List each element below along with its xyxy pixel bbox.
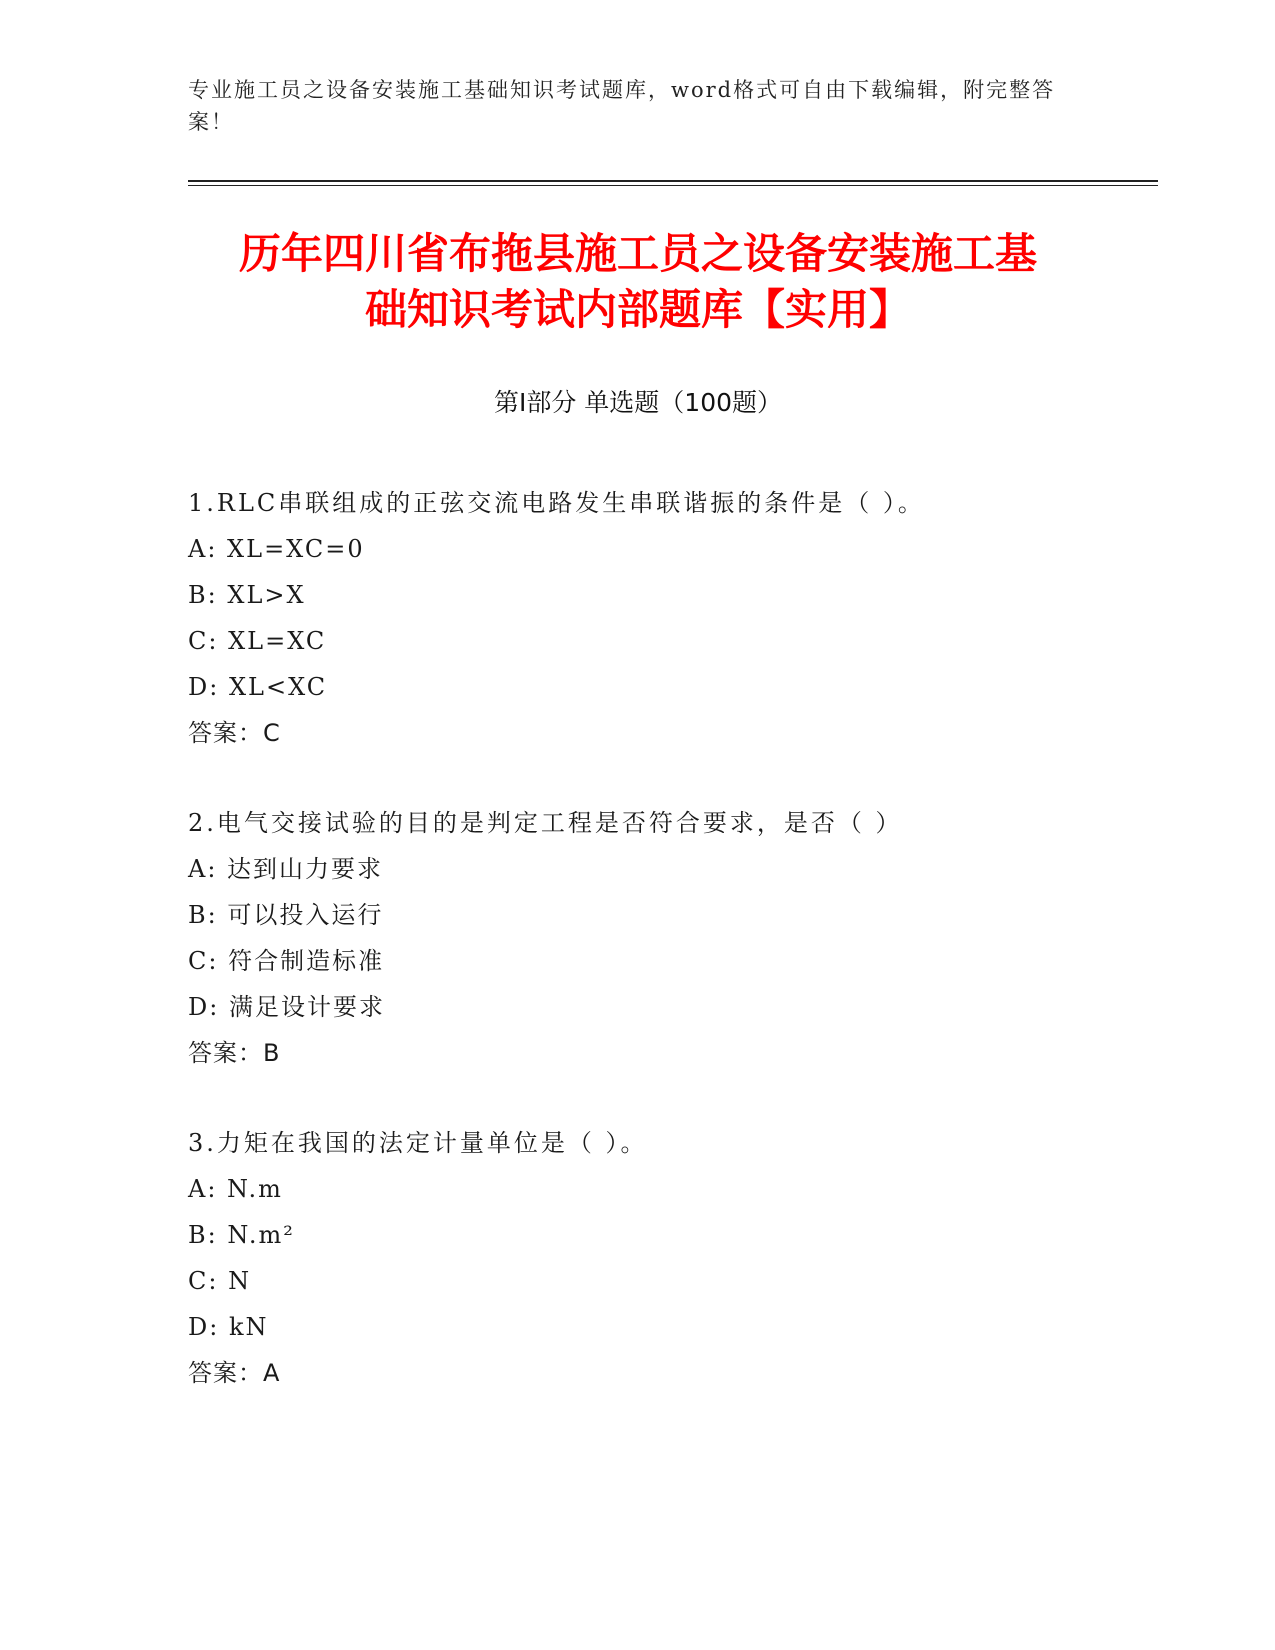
option-a: A: 达到山力要求 xyxy=(188,855,384,883)
option-a: A: N.m xyxy=(188,1175,283,1203)
option-d: D: kN xyxy=(188,1313,269,1341)
option-b: B: XL>X xyxy=(188,581,306,609)
option-d: D: 满足设计要求 xyxy=(188,993,385,1021)
option-a: A: XL=XC=0 xyxy=(188,535,365,563)
question-stem: 2.电气交接试验的目的是判定工程是否符合要求，是否（ ） xyxy=(188,809,903,837)
header-note: 专业施工员之设备安装施工基础知识考试题库，word格式可自由下载编辑，附完整答案！ xyxy=(188,78,1056,134)
option-c: C: XL=XC xyxy=(188,627,327,655)
section-heading: 第I部分 单选题（100题） xyxy=(493,388,783,417)
header-divider-thin xyxy=(188,185,1158,186)
question-stem: 1.RLC串联组成的正弦交流电路发生串联谐振的条件是（ ）。 xyxy=(188,489,925,517)
option-b: B: N.m² xyxy=(188,1221,295,1249)
question-1 xyxy=(188,480,1168,756)
answer: 答案：B xyxy=(188,1039,281,1067)
header-divider-thick xyxy=(188,180,1158,182)
document-title-line-2: 础知识考试内部题库【实用】 xyxy=(364,285,911,334)
option-c: C: N xyxy=(188,1267,252,1295)
option-c: C: 符合制造标准 xyxy=(188,947,385,975)
document-title-line-1: 历年四川省布拖县施工员之设备安装施工基 xyxy=(238,229,1037,278)
question-stem: 3.力矩在我国的法定计量单位是（ ）。 xyxy=(188,1129,648,1157)
answer: 答案：A xyxy=(188,1359,281,1387)
option-d: D: XL<XC xyxy=(188,673,328,701)
answer: 答案：C xyxy=(188,719,281,747)
document-title xyxy=(188,226,1088,338)
option-b: B: 可以投入运行 xyxy=(188,901,384,929)
question-2 xyxy=(188,800,1168,1076)
question-3 xyxy=(188,1120,1168,1396)
